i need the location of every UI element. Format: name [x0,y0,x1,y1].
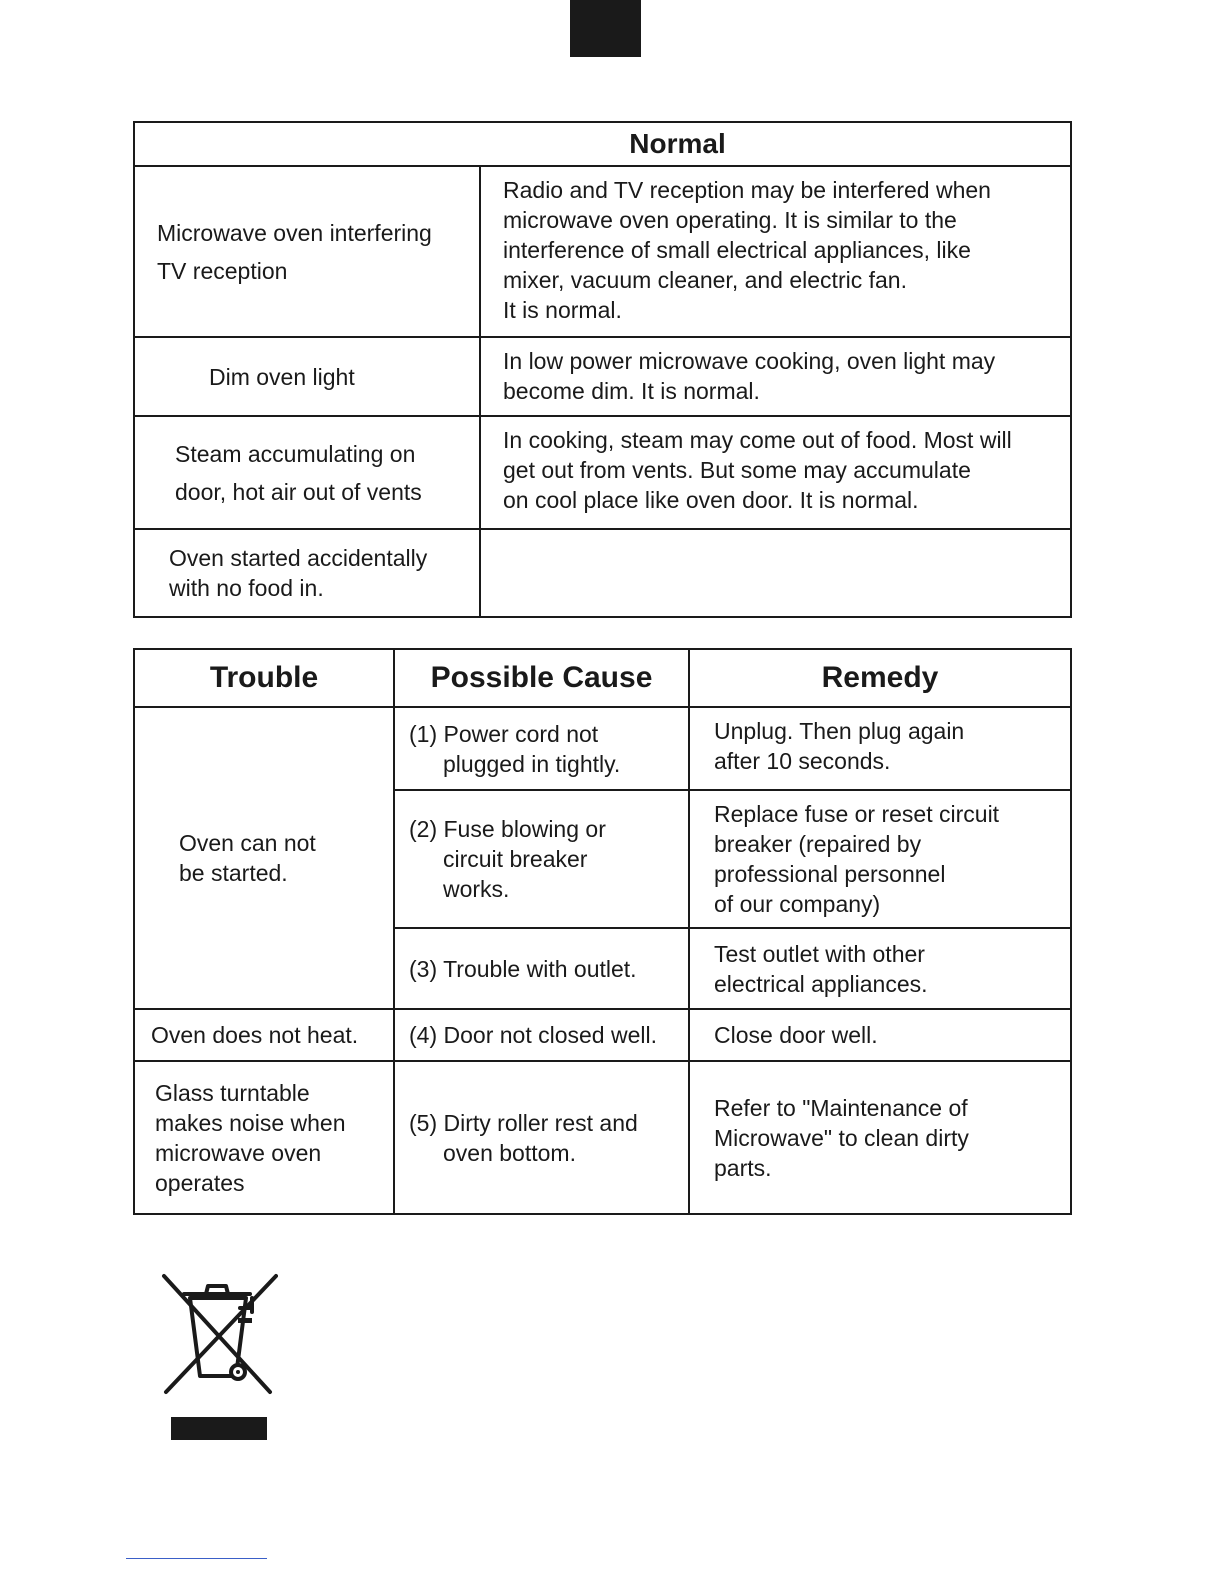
text-line: be started. [179,860,288,886]
text-line: Dim oven light [209,363,355,390]
text-line: Close door well. [714,1022,878,1048]
text-line: mixer, vacuum cleaner, and electric fan. [503,267,907,293]
cause-cell [394,1009,689,1061]
text-line: electrical appliances. [714,970,928,997]
remedy-cell [689,790,1071,928]
text-line: oven bottom. [443,1139,576,1166]
cause-cell [394,707,689,790]
text-line: Refer to "Maintenance of [714,1094,968,1121]
cause-cell [394,1061,689,1214]
normal-table [133,121,1072,618]
text-line: Glass turntable [155,1079,310,1106]
text-line: door, hot air out of vents [175,478,422,505]
text-line: (5) Dirty roller rest and [409,1109,638,1136]
text-line: after 10 seconds. [714,748,891,774]
header-possible-cause: Possible Cause [394,649,689,707]
text-line: makes noise when [155,1109,346,1136]
text-line: with no food in. [169,575,324,601]
header-trouble: Trouble [134,649,394,707]
text-line: Oven does not heat. [151,1022,359,1048]
cause-cell [394,790,689,928]
text-line: Oven can not [179,830,316,856]
normal-explanation [480,166,1071,337]
text-line: breaker (repaired by [714,831,922,857]
text-line: parts. [714,1154,772,1181]
text-line: Oven started accidentally [169,545,428,571]
remedy-cell [689,707,1071,790]
text-line: works. [443,876,510,902]
text-line: operates [155,1169,245,1196]
text-line: Steam accumulating on [175,440,416,467]
normal-symptom [134,416,480,529]
text-line: Radio and TV reception may be interfered when [503,177,991,203]
text-line: become dim. It is normal. [503,378,760,404]
text-line: Microwave" to clean dirty [714,1124,969,1151]
text-line: interference of small electrical appliances, like [503,237,971,263]
text-line: Unplug. Then plug again [714,718,965,744]
text-line: microwave oven operating. It is similar to the [503,207,957,233]
remedy-cell [689,1061,1071,1214]
trouble-cell [134,707,394,1009]
text-line: microwave oven [155,1139,322,1166]
remedy-cell [689,928,1071,1009]
text-line: get out from vents. But some may accumulate [503,457,971,483]
text-line: plugged in tightly. [443,750,621,777]
text-line: (2) Fuse blowing or [409,816,606,842]
normal-symptom [134,166,480,337]
text-line: (1) Power cord not [409,720,599,747]
weee-bar [171,1417,267,1440]
text-line: TV reception [157,257,288,284]
normal-symptom [134,529,480,617]
header-remedy: Remedy [689,649,1071,707]
text-line: Microwave oven interfering [157,219,432,246]
normal-explanation [480,416,1071,529]
normal-explanation-empty [480,529,1071,617]
text-line: Test outlet with other [714,940,925,967]
text-line: In low power microwave cooking, oven light may [503,348,996,374]
text-line: on cool place like oven door. It is normal. [503,487,919,513]
text-line: professional personnel [714,861,946,887]
text-line: It is normal. [503,297,622,323]
text-line: (4) Door not closed well. [409,1022,657,1048]
normal-symptom [134,337,480,416]
cause-cell [394,928,689,1009]
text-line: circuit breaker [443,846,588,872]
text-line: Replace fuse or reset circuit [714,801,1000,827]
remedy-cell [689,1009,1071,1061]
text-line: In cooking, steam may come out of food. Most will [503,427,1012,453]
footer-line [126,1558,267,1559]
text-line: (3) Trouble with outlet. [409,955,637,982]
trouble-cell [134,1061,394,1214]
trouble-cell [134,1009,394,1061]
crossed-out-wheelie-bin-icon [160,1272,278,1398]
text-line: of our company) [714,891,881,917]
normal-table-header: Normal [134,122,1071,166]
page-tab-marker [570,0,641,57]
trouble-table [133,648,1072,1215]
normal-explanation [480,337,1071,416]
